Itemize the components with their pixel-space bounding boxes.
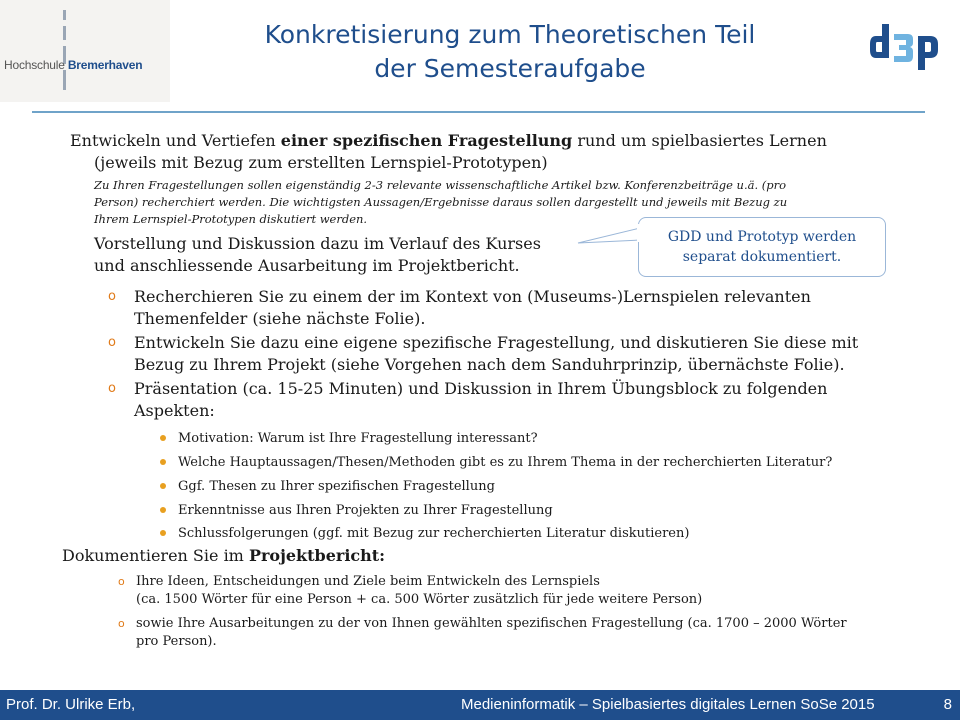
- dot-bullet-icon: [160, 459, 166, 465]
- vorstellung-text: Vorstellung und Diskussion dazu im Verlauf des Kurses und anschliessende Ausarbeitung im Projektbericht.: [94, 234, 541, 275]
- intro-line1: Entwickeln und Vertiefen einer spezifischen Fragestellung rund um spielbasiertes Lernen: [70, 131, 827, 150]
- callout-line1: GDD und Prototyp werden: [667, 229, 857, 245]
- circle-bullet-icon: o: [108, 335, 116, 350]
- callout-box: [638, 217, 886, 277]
- footer-author: Prof. Dr. Ulrike Erb,: [6, 696, 136, 713]
- dot-bullet-icon: [160, 483, 166, 489]
- circle-bullet-icon: o: [118, 575, 125, 588]
- dot-bullet-icon: [160, 507, 166, 513]
- footer-bar: [0, 690, 960, 720]
- logo-text: Hochschule Bremerhaven: [4, 58, 143, 72]
- doc-heading: Dokumentieren Sie im Projektbericht:: [62, 546, 386, 565]
- footer-page-number: 8: [943, 696, 952, 713]
- circle-bullet-icon: o: [118, 617, 125, 630]
- circle-bullet-icon: o: [108, 289, 116, 304]
- callout-joint: [637, 224, 640, 242]
- circle-bullet-icon: o: [108, 381, 116, 396]
- slide-title-line2: der Semesteraufgabe: [374, 54, 646, 83]
- intro-italic-note: Zu Ihren Fragestellungen sollen eigenständig 2-3 relevante wissenschaftliche Artikel bzw. Konferenzbeiträge u.ä. (pro Person) recherchiert werden. Die wichtigsten Aussagen/Ergebnisse daraus sollen dargestellt und jeweils mit Bezug zu Ihrem Lernspiel-Prototypen diskutiert werden.: [94, 178, 788, 226]
- footer-course: Medieninformatik – Spielbasiertes digitales Lernen SoSe 2015: [461, 696, 875, 713]
- dot-bullet-icon: [160, 435, 166, 441]
- dot-bullet-icon: [160, 530, 166, 536]
- intro-line2: (jeweils mit Bezug zum erstellten Lernspiel-Prototypen): [94, 153, 548, 172]
- slide-content: Entwickeln und Vertiefen einer spezifischen Fragestellung rund um spielbasiertes Lernen (jeweils mit Bezug zum erstellten Lernspiel-Prototypen) Zu Ihren Fragestellungen sollen eigenständig 2-3 relevante wissenschaftliche Artikel bzw. Konferenzbeiträge u.ä. (pro Person) recherchiert werden. Die wichtigsten Aussagen/Ergebnisse daraus sollen dargestellt und jeweils mit Bezug zu Ihrem Lernspiel-Prototypen diskutiert werden. Vorstellung und Diskussion dazu im Verlauf des Kurses und anschliessende Ausarbeitung im Projektbericht. GDD und Prototyp werden separat dokumentiert. o Recherchieren Sie zu einem der im Kontext von (Museums-)Lernspielen relevanten Themenfelder (siehe nächste Folie). o Entwickeln Sie dazu eine eigene spezifische Fragestellung, und diskutieren Sie diese mit Bezug zu Ihrem Projekt (siehe Vorgehen nach dem Sanduhrprinzip, übernächste Folie). o Präsentation (ca. 15-25 Minuten) und Diskussion in Ihrem Übungsblock zu folgenden Aspekten: Motivation: Warum ist Ihre Fragestellung interessant? Welche Hauptaussagen/Thesen/Methoden gibt es zu Ihrem Thema in der recherchierten Literatur? Ggf. Thesen zu Ihrer spezifischen Fragestellung Erkenntnisse aus Ihren Projekten zu Ihrer Fragestellung Schlussfolgerungen (ggf. mit Bezug zur recherchierten Literatur diskutieren) Dokumentieren Sie im Projektbericht: o Ihre Ideen, Entscheidungen und Ziele beim Entwickeln des Lernspiels (ca. 1500 Wörter für eine Person + ca. 500 Wörter zusätzlich für jede weitere Person) o sowie Ihre Ausarbeitungen zu der von Ihnen gewählten spezifischen Fragestellung (ca. 1700 – 2000 Wörter pro Person).: [0, 0, 960, 690]
- slide-title-line1: Konkretisierung zum Theoretischen Teil: [264, 20, 756, 49]
- callout-line2: separat dokumentiert.: [682, 249, 842, 265]
